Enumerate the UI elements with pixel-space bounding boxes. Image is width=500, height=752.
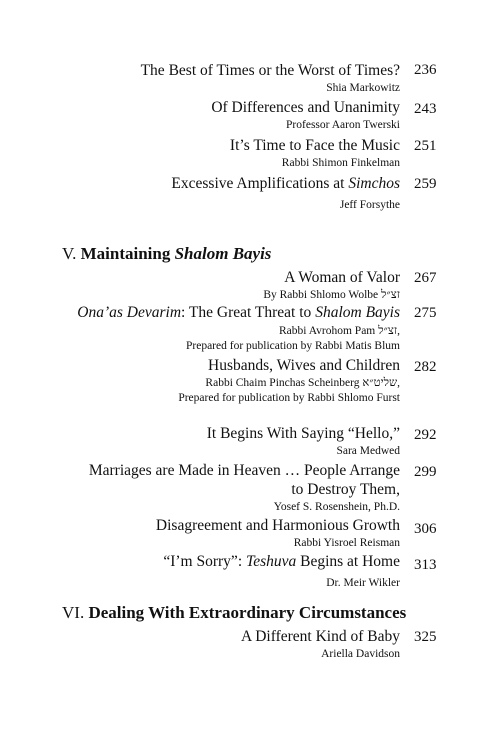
entry-author: Ariella Davidson [321, 648, 400, 660]
toc-entry [60, 61, 400, 96]
entry-author: By Rabbi Shlomo Wolbe זצ״ל [263, 289, 400, 301]
entry-title: Excessive Amplifications at Simchos [171, 175, 400, 192]
entry-author: Prepared for publication by Rabbi Shlomo Furst [178, 392, 400, 404]
page-number: 313 [414, 557, 437, 573]
toc-entry [60, 627, 400, 662]
entry-title: to Destroy Them, [291, 481, 400, 498]
page-number: 325 [414, 629, 437, 645]
section-title: Dealing With Extraordinary Circumstances [88, 603, 407, 622]
entry-title: It Begins With Saying “Hello,” [206, 425, 400, 442]
entry-author: Professor Aaron Twerski [286, 119, 400, 131]
entry-title: Disagreement and Harmonious Growth [155, 517, 400, 534]
toc-entry [60, 552, 400, 591]
entry-title: A Different Kind of Baby [241, 628, 400, 645]
entry-author: Yosef S. Rosenshein, Ph.D. [273, 501, 400, 513]
toc-entry [60, 516, 400, 551]
page-number: 243 [414, 101, 437, 117]
entry-title: Husbands, Wives and Children [208, 357, 400, 374]
toc-entry [60, 303, 400, 354]
toc-entry [60, 98, 400, 133]
entry-author: Dr. Meir Wikler [326, 577, 400, 589]
page-number: 292 [414, 427, 437, 443]
toc-entry [60, 174, 400, 213]
section-title: Maintaining Shalom Bayis [80, 244, 272, 263]
section-numeral: VI. [62, 603, 85, 622]
entry-title: Of Differences and Unanimity [211, 99, 400, 116]
entry-title: It’s Time to Face the Music [229, 137, 400, 154]
toc-entry [60, 461, 400, 515]
entry-title: “I’m Sorry”: Teshuva Begins at Home [163, 553, 400, 570]
entry-author: Rabbi Shimon Finkelman [281, 157, 400, 169]
entry-author: Prepared for publication by Rabbi Matis Blum [186, 340, 400, 352]
entry-title: A Woman of Valor [284, 269, 400, 286]
toc-entry [60, 136, 400, 171]
toc-entry [60, 268, 400, 303]
entry-author: Sara Medwed [336, 445, 400, 457]
page-number: 251 [414, 138, 437, 154]
section-heading [62, 602, 406, 624]
page-number: 236 [414, 62, 437, 78]
entry-author: Rabbi Yisroel Reisman [293, 537, 400, 549]
page-number: 259 [414, 176, 437, 192]
section-heading [62, 243, 271, 265]
entry-author: Jeff Forsythe [339, 199, 400, 211]
toc-entry [60, 356, 400, 406]
entry-author: Rabbi Chaim Pinchas Scheinberg שליט״א, [205, 377, 400, 389]
entry-title: Marriages are Made in Heaven … People Arrange [88, 462, 400, 479]
toc-entry [60, 424, 400, 459]
page-number: 282 [414, 359, 437, 375]
section-numeral: V. [62, 244, 77, 263]
page-number: 267 [414, 270, 437, 286]
page-number: 299 [414, 464, 437, 480]
entry-title: Ona’as Devarim: The Great Threat to Shalom Bayis [77, 304, 400, 321]
page-number: 275 [414, 305, 437, 321]
entry-author: Rabbi Avrohom Pam זצ״ל, [279, 325, 400, 337]
page-number: 306 [414, 521, 437, 537]
entry-author: Shia Markowitz [326, 82, 400, 94]
entry-title: The Best of Times or the Worst of Times? [140, 62, 400, 79]
